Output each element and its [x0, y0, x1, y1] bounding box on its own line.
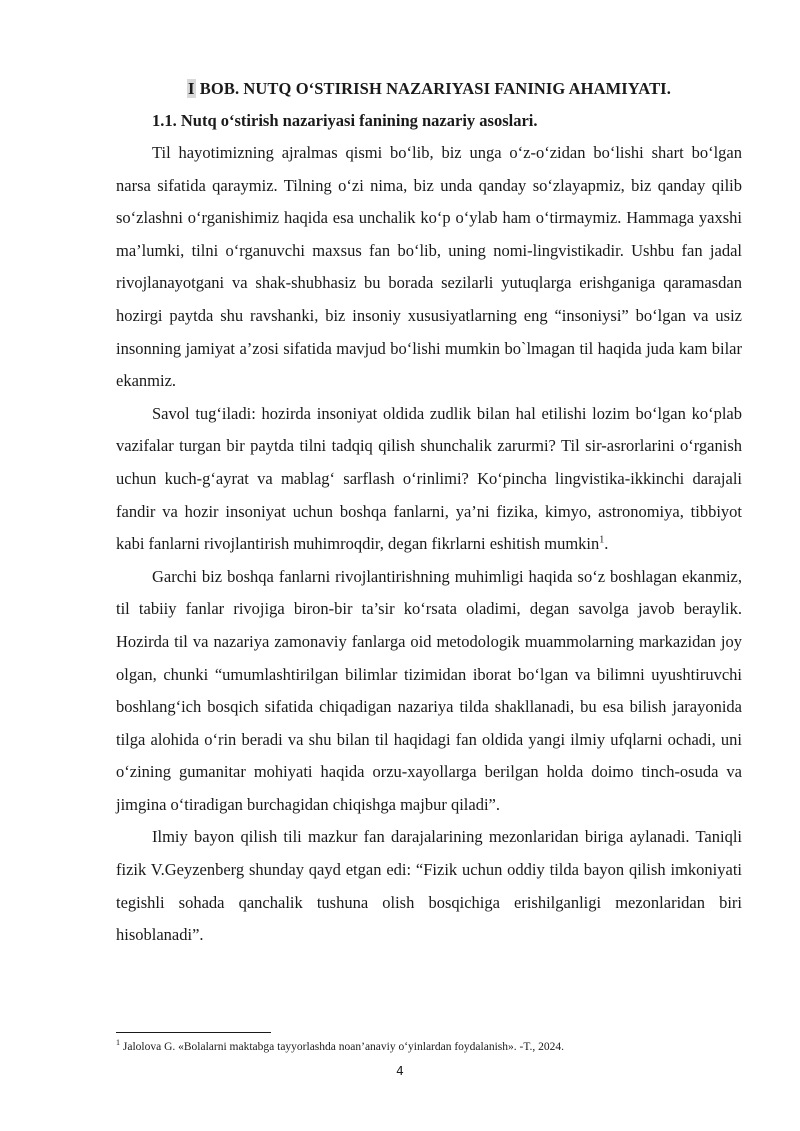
paragraph-2-end: .	[604, 534, 609, 554]
footnote-marker: 1	[116, 1038, 120, 1048]
chapter-title-text: BOB. NUTQ O‘STIRISH NAZARIYASI FANINIG AHAMIYATI.	[195, 79, 671, 98]
paragraph-1: Til hayotimizning ajralmas qismi bo‘lib, biz unga o‘z-o‘zidan bo‘lishi shart bo‘lgan narsa sifatida qaraymiz. Tilning o‘zi nima, biz unda qanday so‘zlayapmiz, biz qanday qilib so‘zlashni o‘rganishimiz haqida esa unchalik ko‘p o‘ylab ham o‘tirmaymiz. Hammaga yaxshi ma’lumki, tilni o‘rganuvchi maxsus fan bo‘lib, uning nomi-lingvistikadir. Ushbu fan jadal rivojlanayotgani va shak-shubhasiz bu borada sezilarli yutuqlarga erishganiga qaramasdan hozirgi paytda shu ravshanki, biz insoniy xususiyatlarning eng “insoniysi” bo‘lgan va usiz insonning jamiyat a’zosi sifatida mavjud bo‘lishi mumkin bo`lmagan til haqida juda kam bilar ekanmiz.	[116, 143, 742, 391]
chapter-title	[116, 73, 742, 104]
footnote-reference[interactable]: 1	[599, 534, 605, 546]
chapter-number: I	[188, 79, 195, 98]
paragraph-2-text: Savol tug‘iladi: hozirda insoniyat oldida zudlik bilan hal etilishi lozim bo‘lgan ko‘plab vazifalar turgan bir paytda tilni tadqiq qilish shunchalik zarurmi? Til sir-asrorlarini o‘rganish uchun kuch-g‘ayrat va mablag‘ sarflash o‘rinlimi? Ko‘pincha lingvistika-ikkinchi darajali fandir va hozir insoniyat uchun boshqa fanlarni, ya’ni fizika, kimyo, astronomiya, tibbiyot kabi fanlarni rivojlantirish muhimroqdir, degan fikrlarni eshitish mumkin	[116, 403, 742, 554]
paragraph-3: Garchi biz boshqa fanlarni rivojlantirishning muhimligi haqida so‘z boshlagan ekanmiz, til tabiiy fanlar rivojiga biron-bir ta’sir ko‘rsata oladimi, degan savolga javob beraylik. Hozirda til va nazariya zamonaviy fanlarga oid metodologik muammolarning markazidan joy olgan, chunki “umumlashtirilgan bilimlar tizimidan iborat bo‘lgan va bilimni uyushtiruvchi boshlang‘ich bosqich sifatida chiqadigan nazariya tilda shakllanadi, bu esa bilish jarayonida tilga alohida o‘rin beradi va shu bilan til haqidagi fan oldida yangi ilmiy ufqlarni ochadi, uni o‘zining gumanitar mohiyati haqida orzu-xayollarga berilgan holda doimo tinch-osuda va jimgina o‘tiradigan burchagidan chiqishga majbur qiladi”.	[116, 566, 742, 814]
section-title: 1.1. Nutq o‘stirish nazariyasi fanining nazariy asoslari.	[152, 111, 538, 130]
footnote-divider	[116, 1032, 271, 1033]
footnote-text: Jalolova G. «Bolalarni maktabga tayyorlashda noan’anaviy o‘yinlardan foydalanish». -T., 2024.	[120, 1041, 565, 1053]
page-content	[116, 73, 742, 952]
footnote	[116, 1040, 756, 1054]
paragraph-4: Ilmiy bayon qilish tili mazkur fan darajalarining mezonlaridan biriga aylanadi. Taniqli fizik V.Geyzenberg shunday qayd etgan edi: “Fizik uchun oddiy tilda bayon qilish imkoniyati tegishli sohada qanchalik tushuna olish bosqichiga erishilganligi mezonlaridan biri hisoblanadi”.	[116, 827, 742, 945]
page-number: 4	[396, 1064, 404, 1078]
paragraph-2	[116, 398, 742, 561]
